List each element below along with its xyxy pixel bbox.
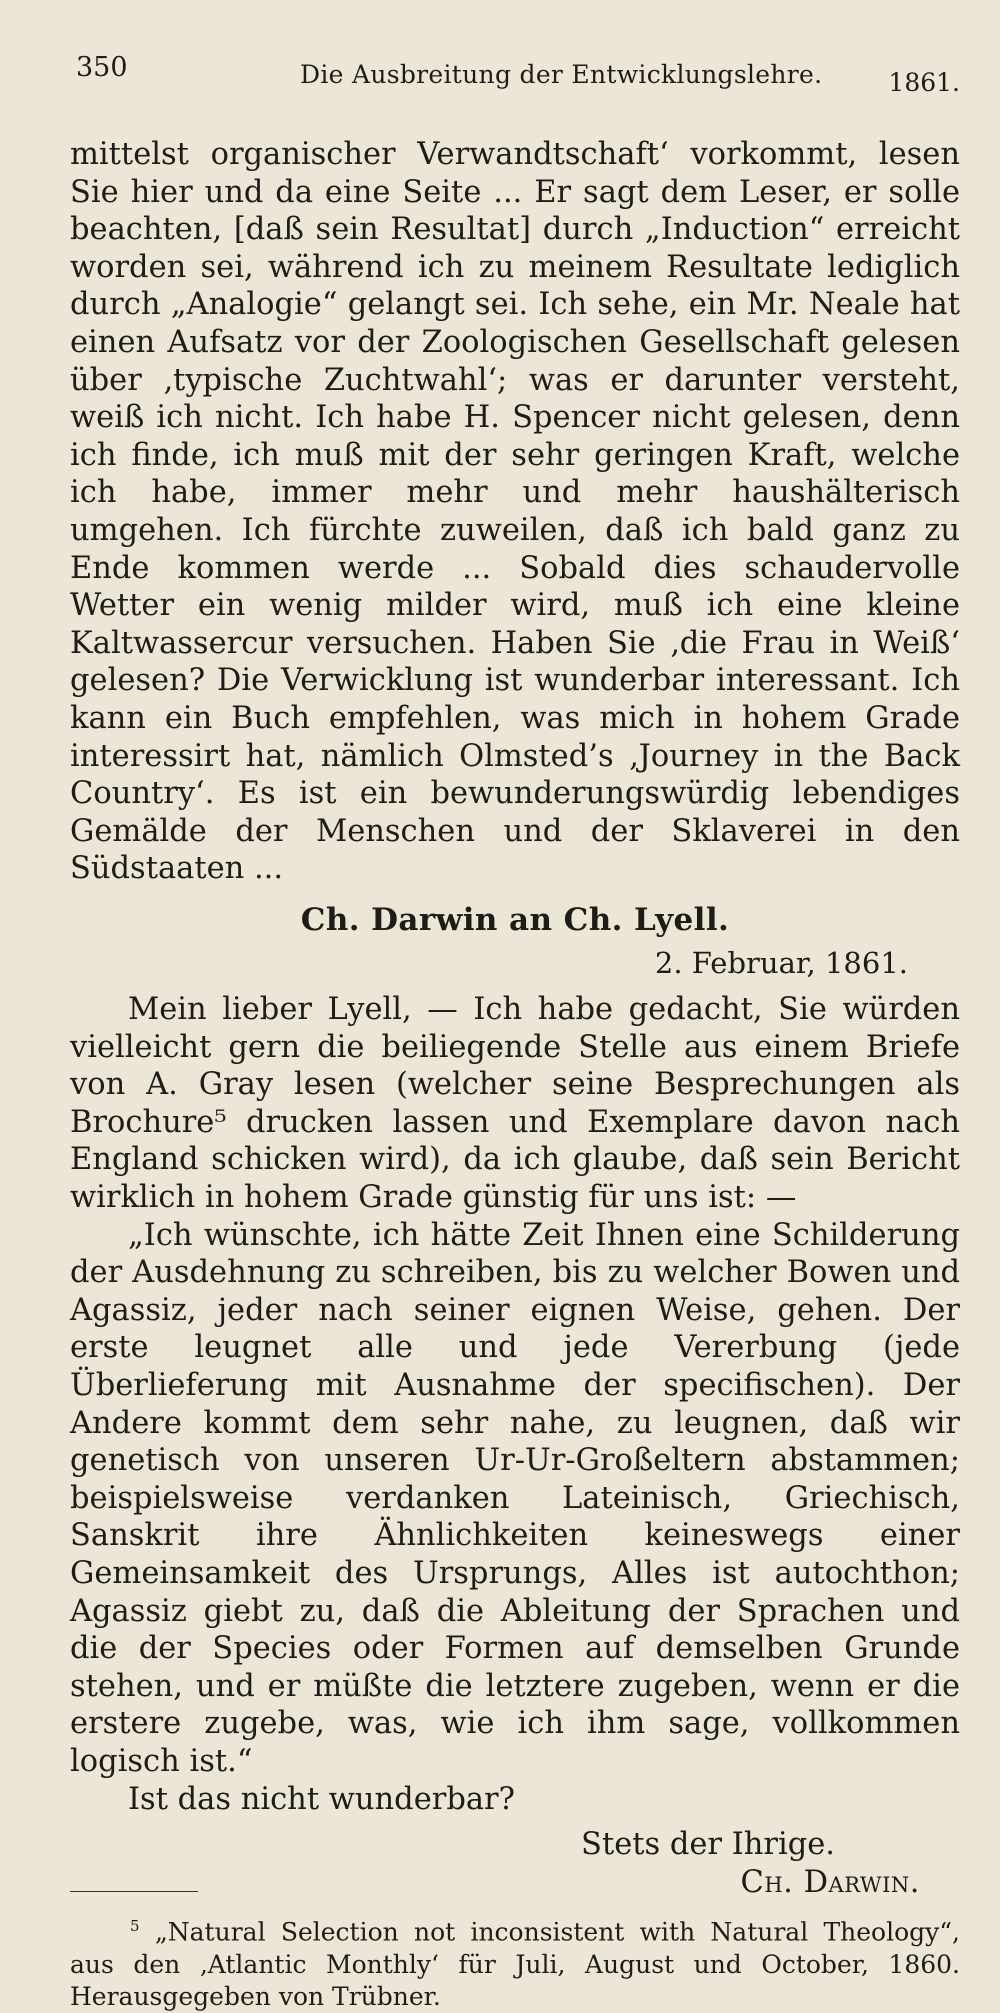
footnote-marker: 5 <box>130 1917 140 1936</box>
letter-date: 2. Februar, 1861. <box>654 946 908 981</box>
paragraph-continuation: mittelst organischer Verwandtschaft‘ vorkommt, lesen Sie hier und da eine Seite ... Er sagt dem Leser, er solle beachten, [daß sein Resultat] durch „Induction“ erreicht worden sei, während ich zu meinem Resultate lediglich durch „Analogie“ gelangt sei. Ich sehe, ein Mr. Neale hat einen Aufsatz vor der Zoologischen Gesellschaft gelesen über ‚typische Zuchtwahl‘; was er darunter versteht, weiß ich nicht. Ich habe H. Spencer nicht gelesen, denn ich finde, ich muß mit der sehr geringen Kraft, welche ich habe, immer mehr und mehr haushälterisch umgehen. Ich fürchte zuweilen, daß ich bald ganz zu Ende kommen werde ... Sobald dies schaudervolle Wetter ein wenig milder wird, muß ich eine kleine Kaltwassercur versuchen. Haben Sie ‚die Frau in Weiß‘ gelesen? Die Verwicklung ist wunderbar interessant. Ich kann ein Buch empfehlen, was mich in hohem Grade interessirt hat, nämlich Olmsted’s ‚Journey in the Back Country‘. Es ist ein bewunderungswürdig lebendiges Gemälde der Menschen und der Sklaverei in den Südstaaten ... <box>70 137 960 887</box>
footnote <box>70 1910 960 2012</box>
footnote-rule <box>70 1891 198 1892</box>
letter-signature: Ch. Darwin. <box>740 1864 920 1900</box>
letter-paragraph-question: Ist das nicht wunderbar? <box>128 1781 515 1817</box>
running-title: Die Ausbreitung der Entwicklungslehre. <box>300 60 823 89</box>
page-header <box>70 52 960 100</box>
page-number: 350 <box>76 52 128 83</box>
footnote-text: „Natural Selection not inconsistent with Natural Theology“, aus den ‚Atlantic Monthly‘ für Juli, August und October, 1860. Herausgegeben von Trübner. <box>70 1917 960 2011</box>
body-text <box>70 136 960 1901</box>
letter-paragraph-salutation: Mein lieber Lyell, — Ich habe gedacht, Sie würden vielleicht gern die beiliegende Stelle aus einem Briefe von A. Gray lesen (welcher seine Besprechungen als Brochure⁵ drucken lassen und Exemplare davon nach England schicken wird), da ich glaube, daß sein Bericht wirklich in hohem Grade günstig für uns ist: — <box>70 992 960 1216</box>
header-year: 1861. <box>888 68 960 97</box>
letter-heading: Ch. Darwin an Ch. Lyell. <box>300 901 730 938</box>
letter-paragraph-quote: „Ich wünschte, ich hätte Zeit Ihnen eine Schilderung der Ausdehnung zu schreiben, bis zu welcher Bowen und Agassiz, jeder nach seiner eignen Weise, gehen. Der erste leugnet alle und jede Vererbung (jede Überlieferung mit Ausnahme der specifischen). Der Andere kommt dem sehr nahe, zu leugnen, daß wir genetisch von unseren Ur-Ur-Großeltern abstammen; beispielsweise verdanken Lateinisch, Griechisch, Sanskrit ihre Ähnlichkeiten keineswegs einer Gemeinsamkeit des Ursprungs, Alles ist autochthon; Agassiz giebt zu, daß die Ableitung der Sprachen und die der Species oder Formen auf demselben Grunde stehen, und er müßte die letztere zugeben, wenn er die erstere zugebe, was, wie ich ihm sage, vollkommen logisch ist.“ <box>70 1217 960 1779</box>
letter-closing: Stets der Ihrige. <box>581 1827 835 1863</box>
